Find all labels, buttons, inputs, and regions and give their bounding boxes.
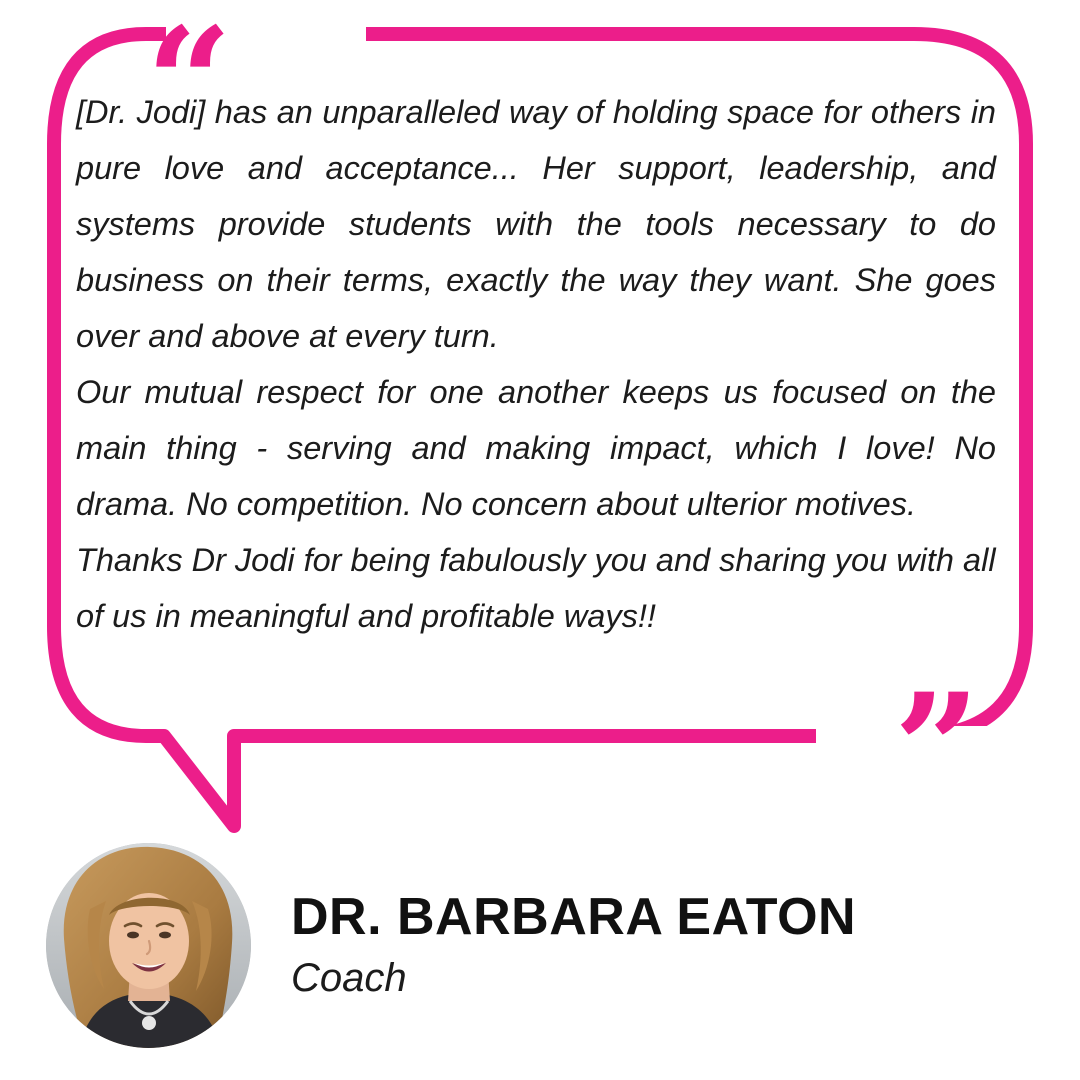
author-name: DR. BARBARA EATON: [291, 887, 857, 946]
avatar: [46, 843, 251, 1048]
testimonial-paragraph-3: Thanks Dr Jodi for being fabulously you and sharing you with all of us in meaningful and profitable ways!!: [76, 542, 996, 634]
author-block: [46, 840, 1046, 1050]
open-quote-icon: “: [146, 0, 229, 171]
testimonial-paragraph-2: Our mutual respect for one another keeps us focused on the main thing - serving and making impact, which I love! No drama. No competition. No concern about ulterior motives.: [76, 374, 996, 522]
testimonial-paragraph-1: [Dr. Jodi] has an unparalleled way of holding space for others in pure love and acceptance... Her support, leadership, and systems provide students with the tools necessary to do business on their terms, exactly the way they want. She goes over and above at every turn.: [76, 94, 996, 354]
testimonial-text: [76, 84, 996, 644]
author-role: Coach: [291, 956, 407, 1001]
author-details: [291, 887, 857, 1001]
speech-bubble: [46, 0, 1034, 837]
close-quote-icon: ”: [893, 661, 976, 837]
avatar-portrait-image: [46, 843, 251, 1048]
